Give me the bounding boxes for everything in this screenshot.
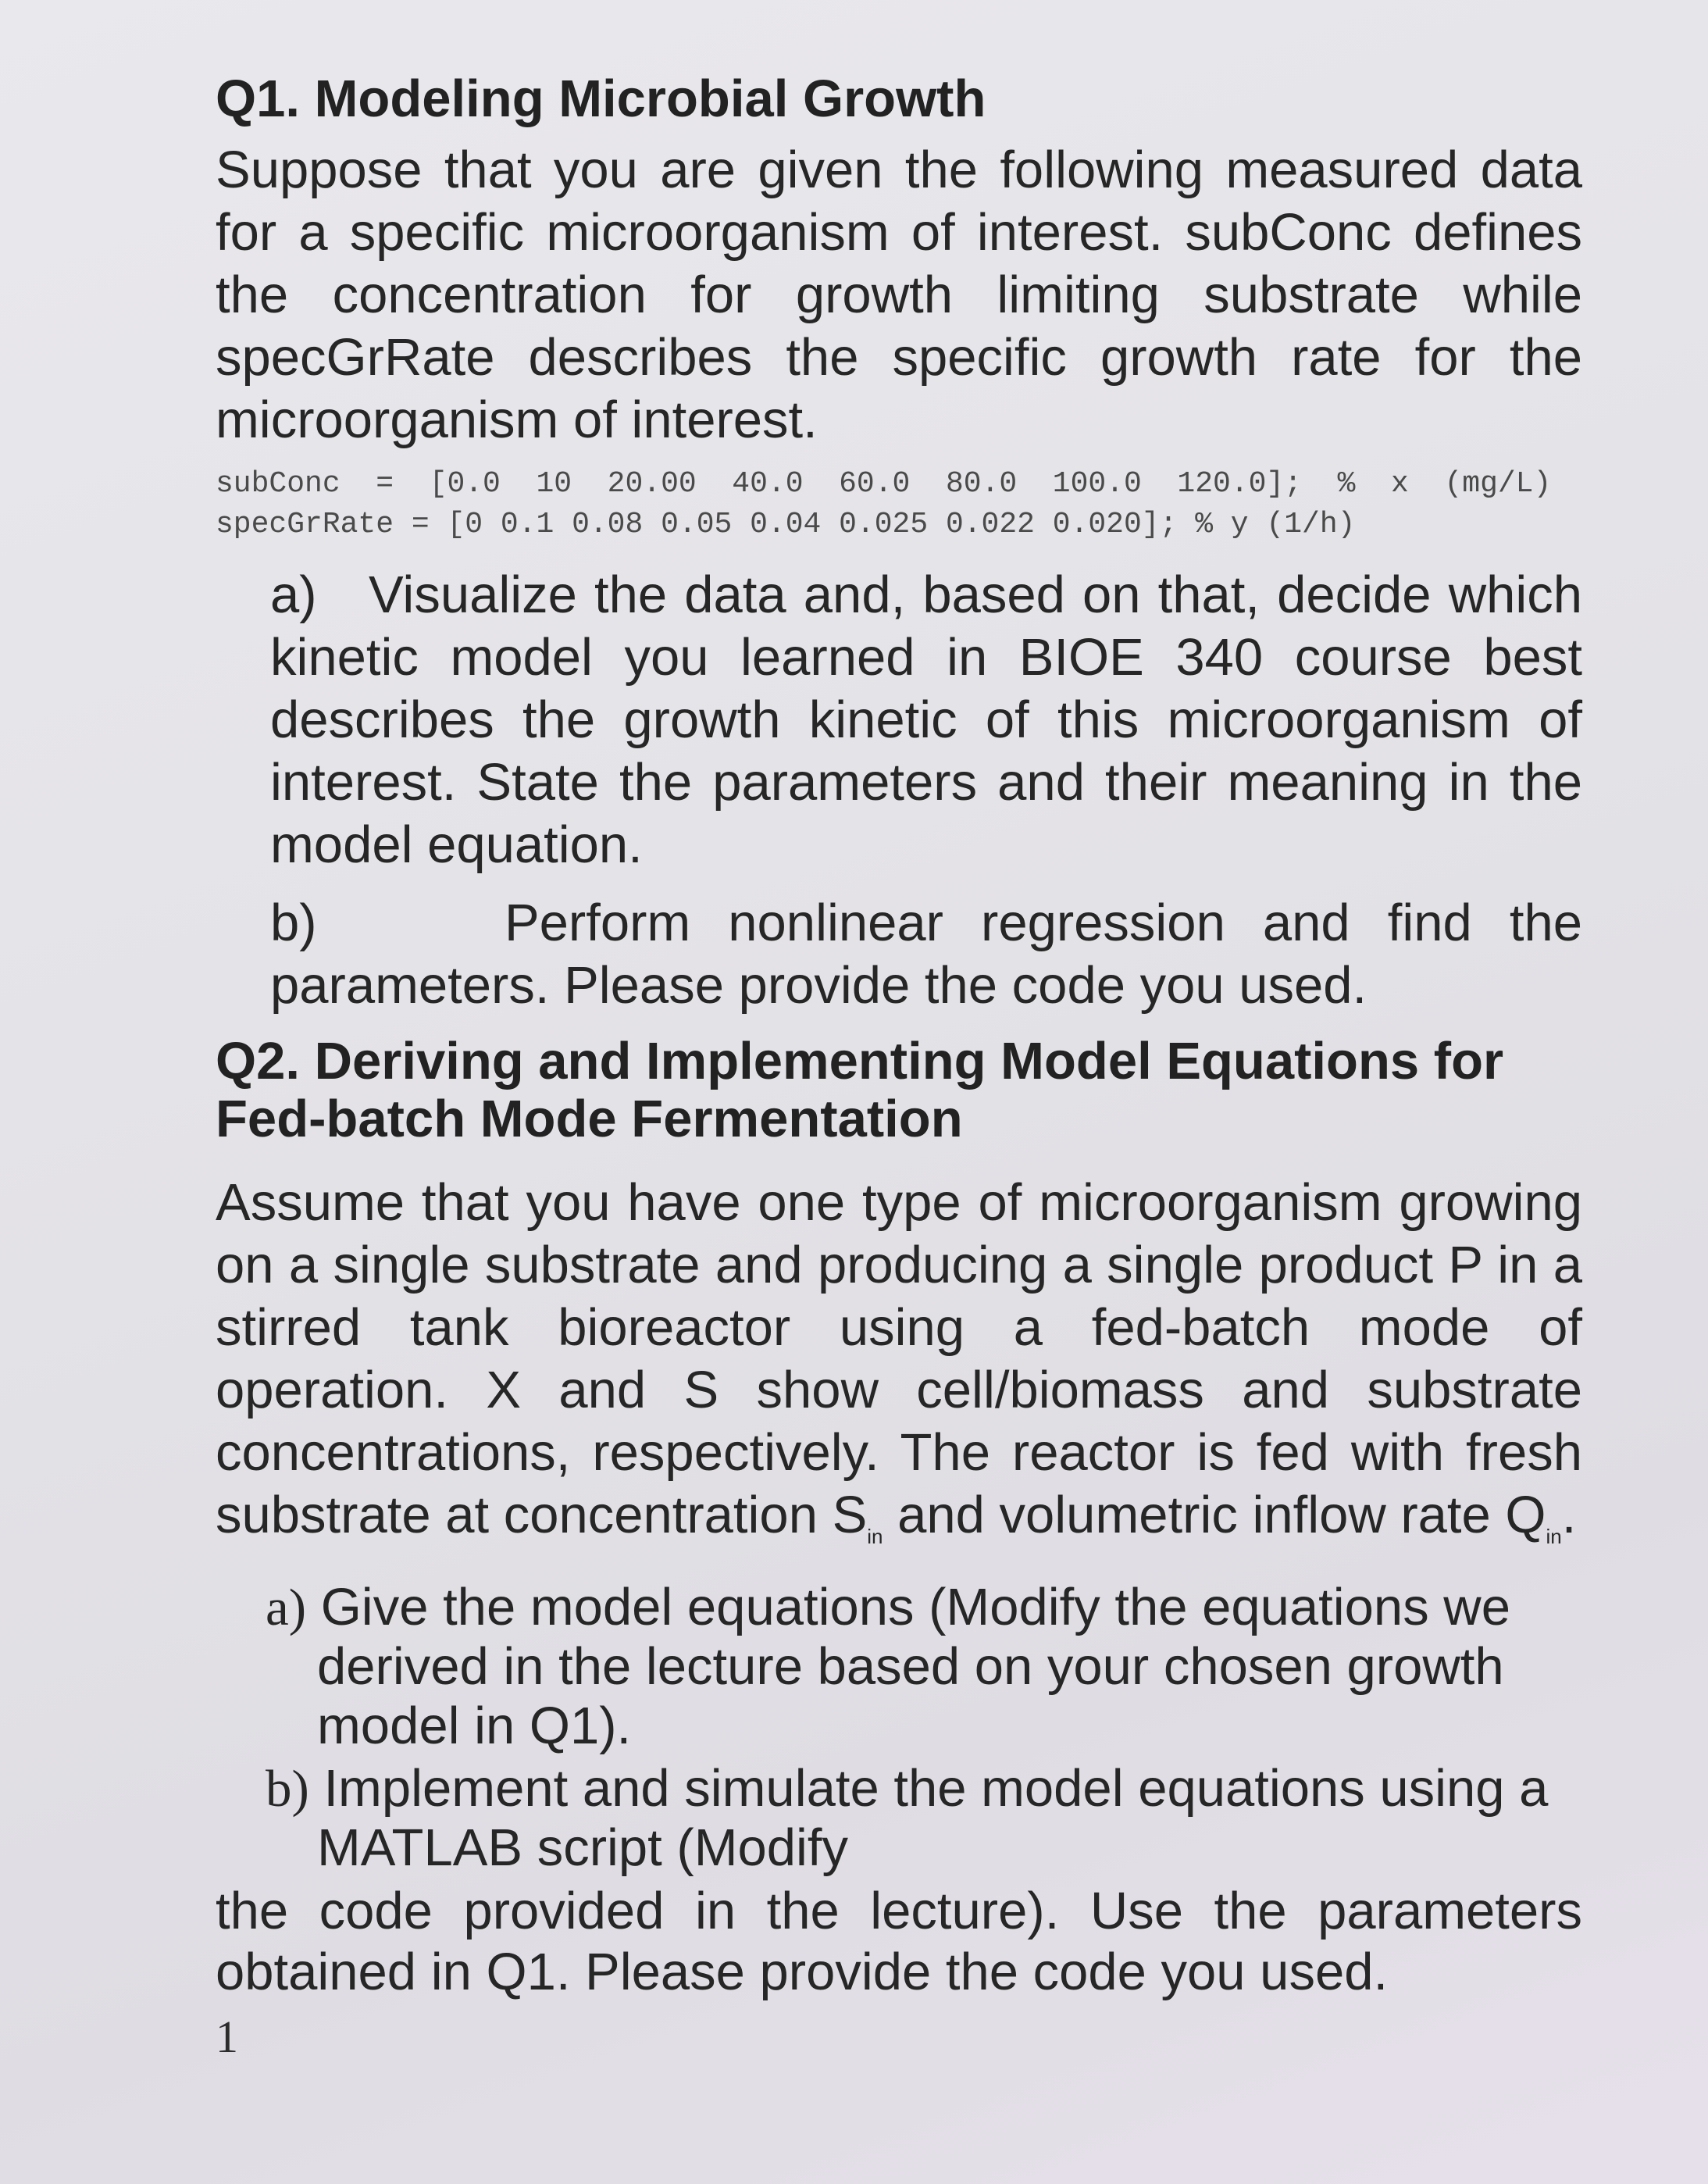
q2-heading: Q2. Deriving and Implementing Model Equations for Fed-batch Mode Fermentation (216, 1032, 1504, 1148)
document-content (216, 70, 1582, 2061)
q2-part-a-text: Give the model equations (Modify the equations we derived in the lecture based on your chosen growth model in Q1). (317, 1578, 1510, 1755)
code-line-specgrrate: specGrRate = [0 0.1 0.08 0.05 0.04 0.025 0.022 0.020]; % y (1/h) (216, 508, 1356, 541)
q1-part-b-label: b) (270, 894, 317, 952)
code-block (216, 464, 1582, 545)
q1-part-b-text: Perform nonlinear regression and find the parameters. Please provide the code you used. (270, 894, 1583, 1015)
q2-part-b-tail: the code provided in the lecture). Use the parameters obtained in Q1. Please provide the code you used. (216, 1882, 1582, 2001)
q2-part-b-label: b) (266, 1760, 309, 1818)
q2-intro-end: . (1561, 1486, 1577, 1544)
code-line-subconc: subConc = [0.0 10 20.00 40.0 60.0 80.0 100.0 120.0]; % x (mg/L) (216, 467, 1552, 501)
q1-part-b (270, 892, 1582, 1017)
q2-part-b-text: Implement and simulate the model equations using a MATLAB script (Modify (317, 1759, 1549, 1877)
q2-part-a-label: a) (266, 1579, 307, 1636)
subscript-in-1: in (867, 1525, 883, 1548)
q2-intro-part1: Assume that you have one type of microorganism growing on a single substrate and producing a single product P in a stirred tank bioreactor using a fed-batch mode of operation. X and S show cell/biomass and substrate concentrations, respectively. The reactor is fed with fresh substrate at concentration S (216, 1173, 1582, 1544)
q1-part-a-label: a) (270, 566, 317, 624)
q1-intro-paragraph: Suppose that you are given the following measured data for a specific microorganism of interest. subConc defines the concentration for growth limiting substrate while specGrRate describes the specific growth rate for the microorganism of interest. (216, 141, 1582, 449)
q2-part-a (266, 1578, 1582, 1756)
q2-intro-part2: and volumetric inflow rate Q (883, 1486, 1546, 1544)
page-number: 1 (216, 2011, 238, 2062)
q1-heading: Q1. Modeling Microbial Growth (216, 70, 986, 128)
q1-part-a (270, 564, 1582, 876)
subscript-in-2: in (1546, 1525, 1562, 1548)
q2-intro-paragraph (216, 1172, 1582, 1547)
q2-part-b (266, 1759, 1582, 1878)
q1-part-a-text: Visualize the data and, based on that, decide which kinetic model you learned in BIOE 340 course best describes the growth kinetic of this microorganism of interest. State the parameters and their meaning in the model equation. (270, 566, 1582, 874)
